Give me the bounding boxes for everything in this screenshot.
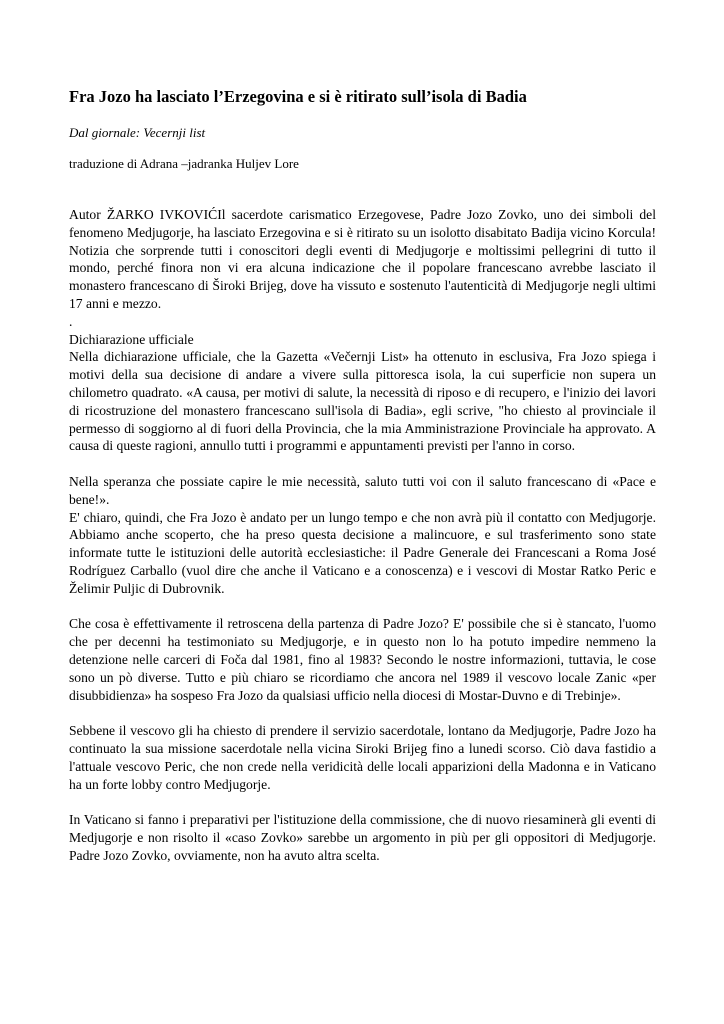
paragraph-gap [69, 598, 656, 616]
paragraph-gap [69, 455, 656, 473]
paragraph-departure: E' chiaro, quindi, che Fra Jozo è andato per un lungo tempo e che non avrà più il contatto con Medjugorje. Abbiamo anche scoperto, che ha preso questa decisione a malincuore, e sul trasferimento sono state informate tutte le istituzioni delle autorità ecclesiastiche: il Padre Generale dei Francescani a Roma José Rodríguez Carballo (vuol dire che anche il Vaticano e a conoscenza) e i vescovi di Mostar Ratko Peric e Želimir Puljic di Dubrovnik. [69, 509, 656, 596]
source-line: Dal giornale: Vecernji list [69, 125, 206, 140]
paragraph-intro: Autor ŽARKO IVKOVIĆIl sacerdote carismatico Erzegovese, Padre Jozo Zovko, uno dei simboli del fenomeno Medjugorje, ha lasciato Erzegovina e si è ritirato su un isolotto disabitato Badija vicino Korcula! Notizia che sorprende tutti i conoscitori degli eventi di Medjugorje e moltissimi pellegrini di tutto il mondo, perché finora non vi era alcuna indicazione che il popolare francescano avrebbe lasciato il monastero francescano di Široki Brijeg, dove ha vissuto e sostenuto l'autenticità di Medjugorje negli ultimi 17 anni e mezzo. [69, 207, 656, 311]
paragraph-greeting: Nella speranza che possiate capire le mie necessità, saluto tutti voi con il saluto francescano di «Pace e bene!». [69, 473, 656, 507]
paragraph-bishop: Sebbene il vescovo gli ha chiesto di prendere il servizio sacerdotale, lontano da Medjugorje, Padre Jozo ha continuato la sua missione sacerdotale nella vicina Siroki Brijeg fino a lunedi scorso. Ciò dava fastidio a l'attuale vescovo Peric, che non crede nella veridicità delle locali apparizioni della Madonna e in Vaticano ha un forte lobby contro Medjugorje. [69, 723, 656, 792]
translator-line: traduzione di Adrana –jadranka Huljev Lore [69, 156, 299, 171]
paragraph-background: Che cosa è effettivamente il retroscena della partenza di Padre Jozo? E' possibile che si è stancato, l'uomo che per decenni ha testimoniato su Medjugorje, e in questo non lo ha potuto impedire nemmeno la detenzione nelle carceri di Foča dal 1981, fino al 1983? Secondo le nostre informazioni, tuttavia, le cose sono un pò diverse. Tutto e più chiaro se ricordiamo che ancora nel 1989 il vescovo locale Zanic «per disubbidienza» ha sospeso Fra Jozo da qualsiasi ufficio nella diocesi di Mostar-Duvno e di Trebinje». [69, 616, 656, 703]
paragraph-statement: Nella dichiarazione ufficiale, che la Gazetta «Večernji List» ha ottenuto in esclusiva, Fra Jozo spiega i motivi della sua decisione di andare a vivere sulla pittoresca isola, la cui superficie non supera un chilometro quadrato. «A causa, per motivi di salute, la necessità di riposo e di recupero, e l'inizio dei lavori di ricostruzione del monastero francescano sull'isola di Badia», egli scrive, "ho chiesto al provinciale il permesso di soggiorno al di fuori della Provincia, che la mia Amministrazione Provinciale ha approvato. A causa di queste ragioni, annullo tutti i programmi e appuntamenti previsti per l'anno in corso. [69, 349, 656, 454]
paragraph-dot: . [69, 313, 73, 329]
article-title: Fra Jozo ha lasciato l’Erzegovina e si è ritirato sull’isola di Badia [69, 87, 527, 106]
section-heading: Dichiarazione ufficiale [69, 331, 194, 347]
paragraph-gap [69, 793, 656, 811]
paragraph-vatican: In Vaticano si fanno i preparativi per l'istituzione della commissione, che di nuovo riesaminerà gli eventi di Medjugorje e non risolto il «caso Zovko» sarebbe un argomento in più per gli oppositori di Medjugorje. Padre Jozo Zovko, ovviamente, non ha avuto altra scelta. [69, 812, 656, 863]
paragraph-gap [69, 704, 656, 722]
document-page [69, 86, 656, 864]
